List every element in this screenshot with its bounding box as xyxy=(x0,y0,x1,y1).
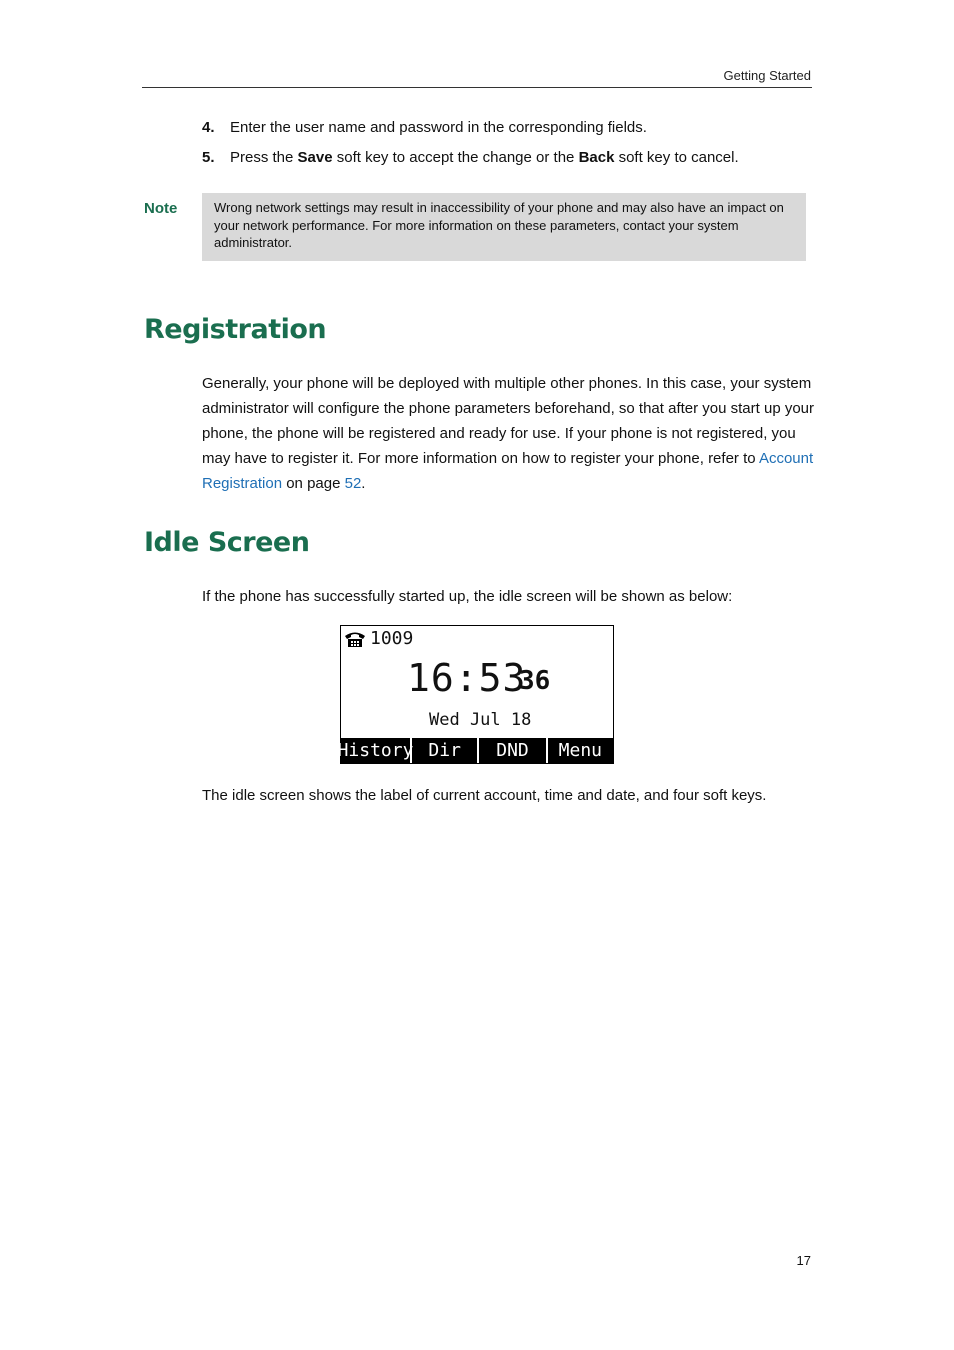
running-header: Getting Started xyxy=(723,68,811,83)
softkey-history: History xyxy=(337,740,414,761)
step-text-post: soft key to cancel. xyxy=(614,149,739,166)
clock-time: 16:53 xyxy=(407,656,527,700)
softkey-dir: Dir xyxy=(412,738,479,763)
step-4 xyxy=(202,119,647,136)
step-number: 4. xyxy=(202,119,215,136)
registration-body-end: . xyxy=(361,475,366,492)
softkey-bar xyxy=(337,738,613,763)
phone-handset-icon xyxy=(343,630,367,648)
account-number: 1009 xyxy=(370,628,414,649)
back-key-name: Back xyxy=(578,149,615,166)
registration-body-mid: on page xyxy=(282,475,345,492)
registration-body: Generally, your phone will be deployed with multiple other phones. In this case, your system administrator will configure the phone parameters beforehand, so that after you start up your phone, the phone will be registered and ready for use. If your phone is not registered, you may have to register it. For more information on how to register your phone, refer to xyxy=(202,375,815,467)
phone-idle-screen-image xyxy=(337,625,614,764)
softkey-menu: Menu xyxy=(558,740,603,761)
registration-paragraph xyxy=(202,371,814,496)
step-5 xyxy=(202,149,739,166)
note-box: Wrong network settings may result in inaccessibility of your phone and may also have an impact on your network performance. For more information on these parameters, contact your system administrator. xyxy=(202,193,806,261)
step-text-mid: soft key to accept the change or the xyxy=(332,149,579,166)
softkey-dnd: DND xyxy=(479,738,547,763)
page-52-link[interactable]: 52 xyxy=(344,475,362,492)
step-number: 5. xyxy=(202,149,215,166)
idle-outro-paragraph: The idle screen shows the label of current account, time and date, and four soft keys. xyxy=(202,787,767,804)
note-label: Note xyxy=(144,200,178,217)
step-text: Enter the user name and password in the corresponding fields. xyxy=(230,119,647,136)
account-registration-link[interactable]: Account Registration xyxy=(202,450,814,492)
clock-date: Wed Jul 18 xyxy=(429,710,532,730)
step-text-pre: Press the xyxy=(230,149,298,166)
idle-intro-paragraph: If the phone has successfully started up, the idle screen will be shown as below: xyxy=(202,588,733,605)
account-label xyxy=(343,628,413,649)
save-key-name: Save xyxy=(297,149,333,166)
idle-screen-heading: Idle Screen xyxy=(144,527,310,558)
page-number: 17 xyxy=(796,1253,811,1268)
clock-seconds: 36 xyxy=(519,666,551,696)
header-divider xyxy=(142,87,812,88)
registration-heading: Registration xyxy=(144,314,327,345)
